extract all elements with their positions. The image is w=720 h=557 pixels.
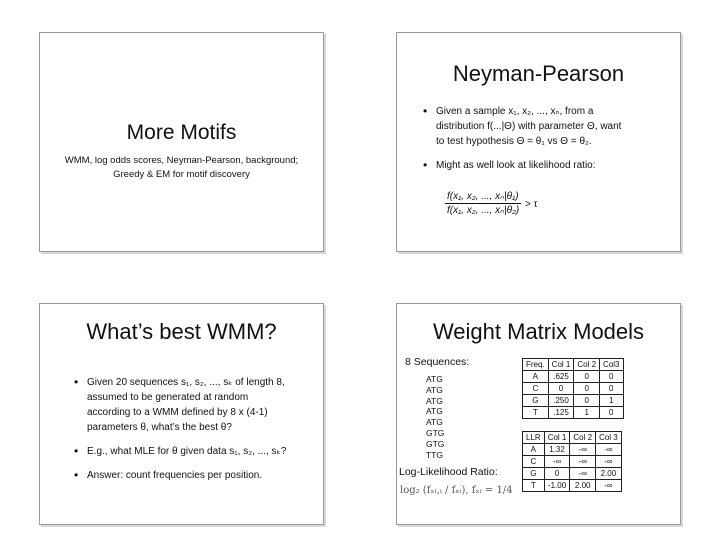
table-cell: 1	[600, 395, 623, 407]
bullet-item	[74, 375, 320, 435]
table-cell: T	[523, 407, 549, 419]
table-cell: 2.00	[596, 468, 622, 480]
bullet-line: according to a WMM defined by 8 x (4-1)	[87, 407, 268, 418]
table-cell: -∞	[596, 480, 622, 492]
table-row	[523, 456, 622, 468]
table-cell: -∞	[570, 468, 596, 480]
subtitle-line: WMM, log odds scores, Neyman-Pearson, background;	[64, 155, 299, 166]
table-cell: 0	[600, 371, 623, 383]
bullet-line: • E.g., what MLE for θ given data s₁, s₂, ..., sₖ?	[87, 446, 287, 457]
table-header-row	[523, 432, 622, 444]
table-row	[523, 383, 624, 395]
table-cell: 0	[574, 371, 600, 383]
bullet-item	[423, 158, 675, 173]
table-cell: -∞	[570, 444, 596, 456]
table-cell: 0	[574, 395, 600, 407]
header-cell: Col 2	[574, 359, 600, 371]
sequence-item: ATG	[426, 417, 443, 428]
table-cell: -∞	[596, 456, 622, 468]
table-cell: -∞	[544, 456, 570, 468]
bullet-list	[423, 104, 675, 182]
ratio-numerator: f(x₁, x₂, ..., xₙ|θ₁)	[445, 191, 521, 204]
sequence-item: ATG	[426, 395, 443, 406]
log-likelihood-label: Log-Likelihood Ratio:	[399, 466, 498, 478]
table-cell: -∞	[596, 444, 622, 456]
frequency-table	[522, 358, 624, 419]
table-row	[523, 407, 624, 419]
bullet-item	[74, 444, 320, 459]
table-row	[523, 395, 624, 407]
table-cell: A	[523, 371, 549, 383]
table-cell: 1	[574, 407, 600, 419]
slide-neyman-pearson	[396, 32, 681, 252]
table-header-row	[523, 359, 624, 371]
header-cell: Col 3	[596, 432, 622, 444]
slide-title: Weight Matrix Models	[432, 319, 645, 344]
table-cell: C	[523, 383, 549, 395]
slide-more-motifs	[39, 32, 324, 252]
sequence-item: TTG	[426, 449, 443, 460]
llr-table	[522, 431, 622, 492]
table-cell: 0	[600, 407, 623, 419]
table-cell: 0	[544, 468, 570, 480]
slide-subtitle	[50, 154, 313, 182]
sequence-list	[426, 374, 444, 460]
table-cell: 0	[600, 383, 623, 395]
header-cell: Col3	[600, 359, 623, 371]
table-cell: -∞	[570, 456, 596, 468]
sequence-item: ATG	[426, 406, 443, 417]
header-cell: Col 1	[548, 359, 574, 371]
bullet-item	[74, 468, 320, 483]
likelihood-ratio-fraction	[445, 191, 521, 216]
slide-title: More Motifs	[126, 121, 237, 144]
table-cell: A	[523, 444, 545, 456]
subtitle-line: Greedy & EM for motif discovery	[113, 169, 250, 180]
table-row	[523, 444, 622, 456]
slide-title: What’s best WMM?	[86, 319, 277, 344]
bullet-line: • Given a sample x₁, x₂, ..., xₙ, from a	[436, 106, 594, 117]
slide-weight-matrix-models	[396, 303, 681, 525]
table-cell: 2.00	[570, 480, 596, 492]
table-cell: .250	[548, 395, 574, 407]
table-row	[523, 468, 622, 480]
sequence-item: GTG	[426, 438, 445, 449]
header-cell: LLR	[523, 432, 545, 444]
table-cell: G	[523, 395, 549, 407]
sequence-item: ATG	[426, 384, 443, 395]
header-cell: Col 1	[544, 432, 570, 444]
bullet-line: • Answer: count frequencies per position.	[87, 470, 263, 481]
table-cell: .125	[548, 407, 574, 419]
table-cell: T	[523, 480, 545, 492]
sequence-item: ATG	[426, 374, 443, 384]
sequence-item: GTG	[426, 427, 445, 438]
table-cell: 0	[574, 383, 600, 395]
ratio-denominator: f(x₁, x₂, ..., xₙ|θ₂)	[447, 205, 520, 216]
table-cell: G	[523, 468, 545, 480]
header-cell: Freq.	[523, 359, 549, 371]
table-cell: 1.32	[544, 444, 570, 456]
header-cell: Col 2	[570, 432, 596, 444]
table-cell: -1.00	[544, 480, 570, 492]
table-cell: C	[523, 456, 545, 468]
table-row	[523, 371, 624, 383]
bullet-line: distribution f(...|Θ) with parameter Θ, want	[436, 121, 622, 132]
bullet-line: assumed to be generated at random	[87, 392, 249, 403]
sequences-label: 8 Sequences:	[405, 356, 470, 368]
bullet-line: • Given 20 sequences s₁, s₂, ..., sₖ of length 8,	[87, 377, 285, 388]
slide-title: Neyman-Pearson	[452, 61, 625, 86]
bullet-list	[74, 375, 320, 492]
bullet-line: parameters θ, what’s the best θ?	[87, 422, 232, 433]
table-cell: 0	[548, 383, 574, 395]
bullet-line: • Might as well look at likelihood ratio:	[436, 160, 596, 171]
bullet-item	[423, 104, 675, 149]
table-cell: .625	[548, 371, 574, 383]
ratio-comparison: > τ	[525, 199, 538, 210]
slide-best-wmm	[39, 303, 324, 525]
log-likelihood-formula: log₂ (fₓᵢ,ᵢ / fₓᵢ), fₓᵢ = 1/4	[400, 485, 513, 496]
table-row	[523, 480, 622, 492]
bullet-line: to test hypothesis Θ = θ₁ vs Θ = θ₂.	[436, 136, 592, 147]
